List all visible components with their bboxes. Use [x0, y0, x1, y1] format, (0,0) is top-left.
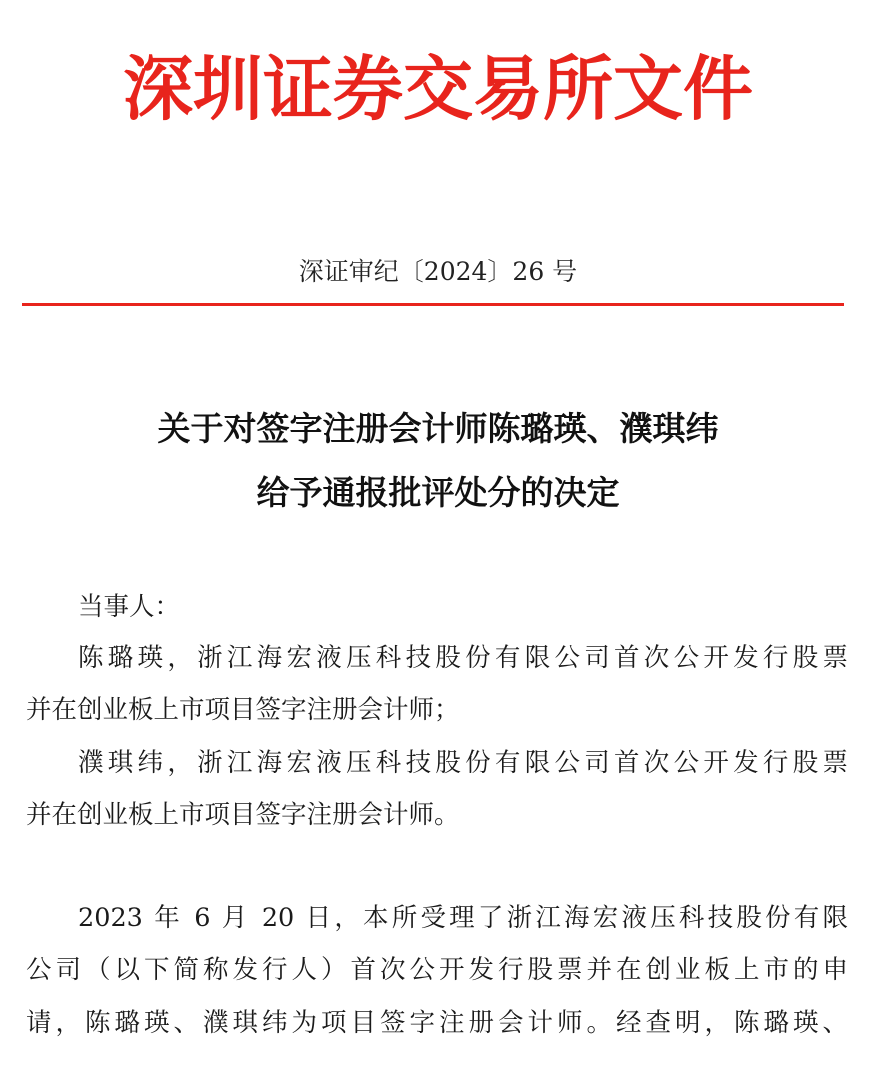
masthead: 深圳证券交易所文件: [123, 47, 753, 130]
paragraph-1-line-1: 2023 年 6 月 20 日，本所受理了浙江海宏液压科技股份有限: [78, 903, 848, 933]
party-1-line-2: 并在创业板上市项目签字注册会计师；: [26, 695, 460, 725]
party-2-line-1: 濮琪纬，浙江海宏液压科技股份有限公司首次公开发行股票: [78, 748, 848, 778]
party-1-line-1: 陈璐瑛，浙江海宏液压科技股份有限公司首次公开发行股票: [78, 643, 848, 673]
parties-label: 当事人：: [78, 592, 181, 622]
red-divider: [22, 303, 844, 306]
document-title-line-1: 关于对签字注册会计师陈璐瑛、濮琪纬: [157, 409, 719, 448]
paragraph-1-line-3: 请，陈璐瑛、濮琪纬为项目签字注册会计师。经查明，陈璐瑛、: [26, 1008, 848, 1038]
document-number: 深证审纪〔2024〕26 号: [298, 257, 578, 286]
paragraph-1-line-2: 公司（以下简称发行人）首次公开发行股票并在创业板上市的申: [26, 955, 848, 985]
party-2-line-2: 并在创业板上市项目签字注册会计师。: [26, 800, 460, 830]
document-title-line-2: 给予通报批评处分的决定: [256, 473, 620, 512]
